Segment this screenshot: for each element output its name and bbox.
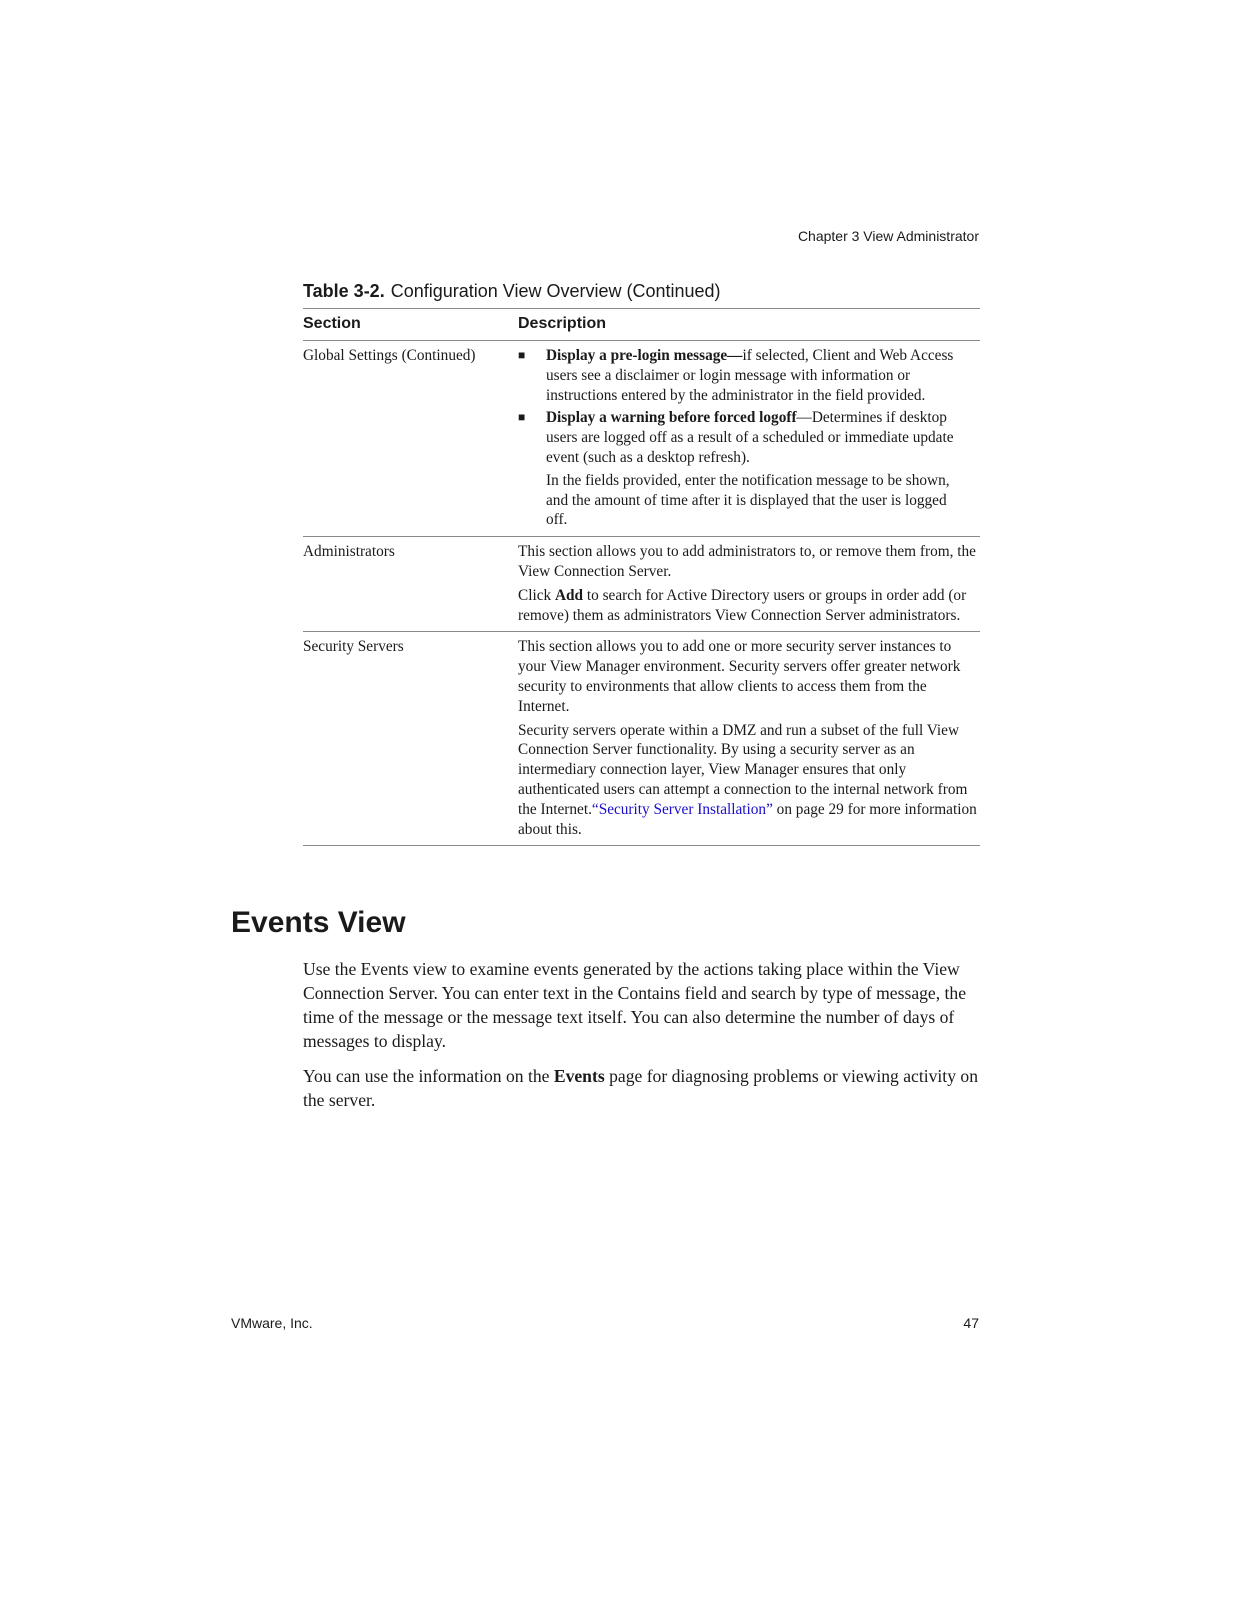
table-row [303, 537, 980, 632]
events-term: Events [553, 1066, 605, 1086]
table-caption [303, 281, 721, 302]
table-header-row [303, 309, 980, 341]
table-row [303, 632, 980, 846]
body-paragraph: Use the Events view to examine events generated by the actions taking place within the View Connection Server. You can enter text in the Contains field and search by type of message, the time of the message or the message text itself. You can also determine the number of days of messages to display. [303, 959, 967, 1051]
running-header: Chapter 3 View Administrator [797, 228, 979, 244]
page-number: 47 [963, 1315, 979, 1331]
bullet-continuation: In the fields provided, enter the notification message to be shown, and the amount of time after it is displayed that the user is logged off. [546, 471, 950, 529]
text-run: You can use the information on the [303, 1066, 554, 1086]
body-paragraph [303, 1064, 983, 1112]
description-cell [518, 537, 980, 632]
section-cell: Administrators [303, 537, 518, 632]
footer-company: VMware, Inc. [231, 1315, 313, 1331]
section-cell: Global Settings (Continued) [303, 341, 518, 537]
text-run: Click [518, 586, 555, 604]
bullet-term: Display a pre-login message— [546, 347, 743, 364]
section-cell: Security Servers [303, 632, 518, 846]
text-run: Security servers operate within a DMZ and run a subset of the full View Connection Server functionality. By using a security server as an intermediary connection layer, View Manager ensures that only authenticated users can attempt a connection to the internal network from the Internet. [518, 721, 968, 818]
table-title: Configuration View Overview (Continued) [390, 281, 721, 301]
description-paragraph [518, 721, 980, 840]
section-heading: Events View [231, 906, 406, 939]
text-run: page for diagnosing problems or viewing activity on the server. [303, 1066, 978, 1110]
description-paragraph: This section allows you to add administrators to, or remove them from, the View Connection Server. [518, 543, 976, 580]
text-run: to search for Active Directory users or groups in order add (or remove) them as administrators View Connection Server administrators. [518, 586, 967, 624]
events-body [303, 957, 983, 1123]
square-bullet-icon: ■ [518, 410, 526, 425]
add-term: Add [554, 586, 584, 604]
bullet-description: —Determines if desktop users are logged off as a result of a scheduled or immediate update event (such as a desktop refresh). [546, 409, 954, 466]
bullet-term: Display a warning before forced logoff [546, 409, 797, 427]
description-cell [518, 632, 980, 846]
column-header-description: Description [518, 309, 980, 341]
table-row [303, 341, 980, 537]
column-header-section: Section [303, 309, 518, 341]
description-paragraph [518, 586, 980, 626]
description-paragraph: This section allows you to add one or more security server instances to your View Manager environment. Security servers offer greater network security to environments that allow clients to access them from the Internet. [518, 638, 961, 715]
text-run: on page 29 for more information about this. [518, 800, 977, 838]
list-item [518, 408, 980, 467]
security-server-installation-link[interactable]: “Security Server Installation” [591, 800, 773, 818]
description-cell [518, 341, 980, 537]
square-bullet-icon: ■ [518, 348, 526, 362]
bullet-description: if selected, Client and Web Access users see a disclaimer or login message with information or instructions entered by the administrator in the field provided. [546, 347, 954, 404]
configuration-table [303, 308, 980, 846]
table-number: Table 3-2. [303, 281, 385, 301]
list-item [518, 346, 980, 405]
